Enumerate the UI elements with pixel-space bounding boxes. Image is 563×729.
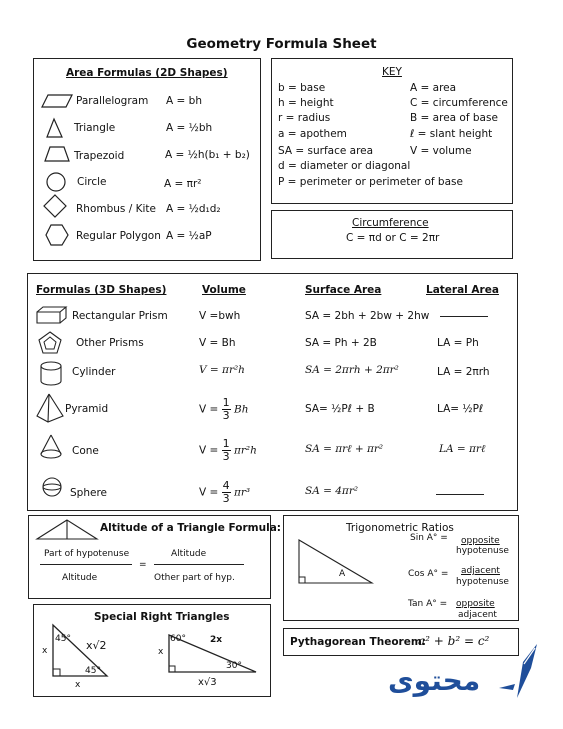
- area-row-formula: A = ½bh: [166, 122, 213, 134]
- trig-row-label: Tan A° =: [408, 599, 448, 609]
- area-row-shape: Parallelogram: [76, 95, 149, 107]
- altitude-equals: =: [139, 560, 147, 570]
- solid-row-volume: [199, 438, 257, 463]
- area-row-formula: A = ½d₁d₂: [166, 203, 221, 215]
- key-item: r = radius: [278, 112, 331, 124]
- t30-side-left: x: [158, 647, 164, 657]
- area-row-formula: A = πr²: [164, 178, 202, 190]
- circle-icon: [46, 172, 68, 194]
- solids-header-volume: Volume: [202, 284, 246, 296]
- altitude-triangle-icon: [36, 519, 98, 541]
- altitude-fraction-bar: [40, 564, 132, 565]
- solid-row-lateral: LA = 2πrh: [437, 366, 490, 378]
- solid-row-shape: Rectangular Prism: [72, 310, 168, 322]
- key-item: a = apothem: [278, 128, 347, 140]
- t45-hypotenuse: x√2: [86, 639, 107, 652]
- key-item: P = perimeter or perimeter of base: [278, 176, 463, 188]
- pen-logo-icon: [497, 642, 539, 700]
- solids-header-lateral: Lateral Area: [426, 284, 499, 296]
- lateral-blank-line: [436, 494, 484, 495]
- area-row-formula: A = ½h(b₁ + b₂): [165, 149, 250, 161]
- solid-row-volume: [199, 397, 249, 422]
- area-row-formula: A = bh: [166, 95, 202, 107]
- parallelogram-icon: [42, 93, 72, 109]
- key-item: A = area: [410, 82, 457, 94]
- pyramid-icon: [36, 393, 64, 423]
- altitude-top-right: Altitude: [171, 549, 207, 559]
- trapezoid-icon: [44, 146, 70, 162]
- key-item: C = circumference: [410, 97, 508, 109]
- area-row-formula: A = ½aP: [166, 230, 212, 242]
- key-item: V = volume: [410, 145, 472, 157]
- lateral-blank-line: [440, 316, 488, 317]
- volume-suffix: πr²h: [234, 444, 257, 457]
- trig-row-numerator: opposite: [456, 599, 495, 609]
- solid-row-surface: SA = 4πr²: [305, 485, 359, 497]
- trig-row-label: Cos A° =: [408, 569, 449, 579]
- volume-suffix: πr³: [234, 486, 251, 499]
- pentagonal-prism-icon: [38, 331, 62, 355]
- area-row-shape: Regular Polygon: [76, 230, 161, 242]
- solid-row-surface: SA = Ph + 2B: [305, 337, 377, 349]
- cone-icon: [40, 434, 62, 460]
- solid-row-shape: Cone: [72, 445, 99, 457]
- circumference-formula: C = πd or C = 2πr: [346, 232, 440, 244]
- solid-row-lateral: LA= ½Pℓ: [437, 403, 484, 415]
- key-item: B = area of base: [410, 112, 498, 124]
- solid-row-surface: SA = πrℓ + πr²: [305, 443, 384, 455]
- t45-angle-top: 45°: [55, 634, 71, 644]
- hexagon-icon: [45, 224, 69, 246]
- t30-angle-bottom: 30°: [226, 661, 242, 671]
- solid-row-shape: Sphere: [70, 487, 107, 499]
- solid-row-surface: SA = 2πrh + 2πr²: [305, 364, 399, 376]
- key-item: b = base: [278, 82, 326, 94]
- pythagorean-formula: a² + b² = c²: [418, 634, 490, 648]
- trig-angle-label: A: [339, 569, 346, 579]
- t30-side-bottom: x√3: [198, 677, 217, 688]
- volume-suffix: Bh: [234, 403, 249, 416]
- t45-side-left: x: [42, 646, 48, 656]
- solids-header-shape: Formulas (3D Shapes): [36, 284, 167, 296]
- volume-fraction: $\frac{1}{3}$: [222, 396, 230, 422]
- solid-row-lateral: LA = πrℓ: [439, 443, 486, 455]
- area-row-shape: Triangle: [74, 122, 116, 134]
- t45-angle-bottom: 45°: [85, 666, 101, 676]
- t30-angle-top: 60°: [170, 634, 186, 644]
- solid-row-lateral: LA = Ph: [437, 337, 479, 349]
- area-row-shape: Rhombus / Kite: [76, 203, 156, 215]
- volume-prefix: V =: [199, 444, 219, 457]
- solid-row-shape: Pyramid: [65, 403, 109, 415]
- key-item: SA = surface area: [278, 145, 374, 157]
- sphere-icon: [42, 477, 64, 499]
- rhombus-icon: [43, 194, 69, 220]
- pythagorean-label: Pythagorean Theorem:: [290, 636, 426, 648]
- trig-row-label: Sin A° =: [410, 533, 448, 543]
- circumference-header: Circumference: [352, 217, 429, 229]
- volume-fraction: $\frac{4}{3}$: [222, 479, 230, 505]
- solid-row-volume: V =bwh: [199, 310, 241, 322]
- right-triangle-icon: [298, 539, 374, 585]
- solid-row-surface: SA= ½Pℓ + B: [305, 403, 375, 415]
- t30-hypotenuse: 2x: [210, 635, 223, 645]
- solid-row-shape: Other Prisms: [76, 337, 144, 349]
- altitude-top-left: Part of hypotenuse: [44, 549, 130, 559]
- volume-fraction: $\frac{1}{3}$: [222, 437, 230, 463]
- volume-prefix: V =: [199, 486, 219, 499]
- trig-row-denominator: hypotenuse: [456, 577, 509, 587]
- solid-row-volume: V = πr²h: [199, 364, 245, 376]
- key-item: ℓ = slant height: [410, 128, 493, 140]
- key-item: d = diameter or diagonal: [278, 160, 411, 172]
- volume-prefix: V =: [199, 403, 219, 416]
- solids-panel: [27, 273, 518, 511]
- key-item: h = height: [278, 97, 334, 109]
- trig-row-numerator: opposite: [461, 536, 500, 546]
- special-triangles-header: Special Right Triangles: [94, 611, 230, 623]
- altitude-fraction-bar: [154, 564, 244, 565]
- altitude-bottom-left: Altitude: [62, 573, 98, 583]
- altitude-bottom-right: Other part of hyp.: [154, 573, 235, 583]
- key-header: KEY: [382, 66, 402, 78]
- watermark-logo-text: محتوى: [388, 664, 481, 697]
- cylinder-icon: [40, 361, 62, 387]
- solid-row-surface: SA = 2bh + 2bw + 2hw: [305, 310, 430, 322]
- triangle-icon: [46, 118, 64, 138]
- trig-row-denominator: hypotenuse: [456, 546, 509, 556]
- t45-side-bottom: x: [75, 680, 81, 690]
- altitude-header: Altitude of a Triangle Formula:: [100, 522, 281, 534]
- rectangular-prism-icon: [36, 306, 68, 324]
- area-row-shape: Trapezoid: [74, 150, 125, 162]
- solids-header-surface: Surface Area: [305, 284, 382, 296]
- solid-row-shape: Cylinder: [72, 366, 116, 378]
- page-title: Geometry Formula Sheet: [186, 36, 377, 52]
- trig-header: Trigonometric Ratios: [346, 522, 454, 534]
- area-formulas-header: Area Formulas (2D Shapes): [66, 67, 228, 79]
- trig-row-numerator: adjacent: [461, 566, 500, 576]
- trig-row-denominator: adjacent: [458, 610, 497, 620]
- solid-row-volume: V = Bh: [199, 337, 236, 349]
- area-row-shape: Circle: [77, 176, 107, 188]
- solid-row-volume: [199, 480, 250, 505]
